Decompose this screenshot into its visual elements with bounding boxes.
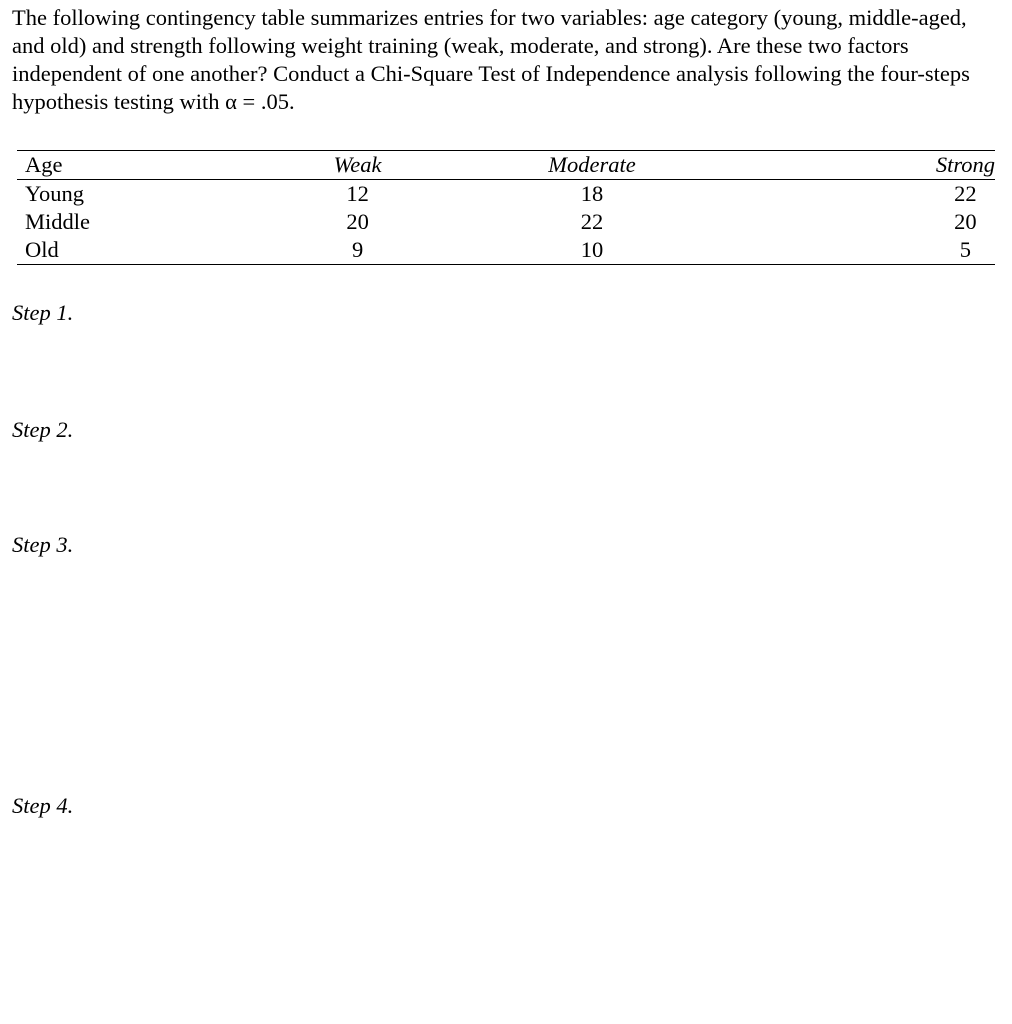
cell-middle-moderate: 22 [580, 209, 604, 234]
table-header-row [17, 151, 995, 180]
contingency-table [17, 150, 995, 265]
cell-old-strong: 5 [959, 237, 972, 262]
question-prompt: The following contingency table summarizes entries for two variables: age category (young, middle-aged, and old) and strength following weight training (weak, moderate, and strong). Are these two factors independent of one another? Conduct a Chi-Square Test of Independence analysis following the four-steps hypothesis testing with α = .05. [12, 5, 970, 114]
header-weak: Weak [333, 152, 382, 177]
cell-old-weak: 9 [351, 237, 364, 262]
table-row [17, 236, 995, 265]
table-row [17, 180, 995, 209]
header-moderate: Moderate [548, 152, 636, 177]
step-3-label: Step 3. [12, 532, 74, 557]
step-1-label: Step 1. [12, 300, 74, 325]
header-age: Age [25, 152, 63, 177]
cell-young-moderate: 18 [580, 181, 604, 206]
step-2-label: Step 2. [12, 417, 74, 442]
cell-old-moderate: 10 [580, 237, 604, 262]
cell-young-strong: 22 [954, 181, 977, 206]
row-label-young: Young [25, 181, 84, 206]
row-label-old: Old [25, 237, 59, 262]
cell-middle-weak: 20 [346, 209, 369, 234]
header-strong: Strong [935, 152, 995, 177]
cell-middle-strong: 20 [954, 209, 977, 234]
cell-young-weak: 12 [346, 181, 369, 206]
step-4-label: Step 4. [12, 793, 74, 818]
row-label-middle: Middle [25, 209, 90, 234]
table-row [17, 208, 995, 236]
